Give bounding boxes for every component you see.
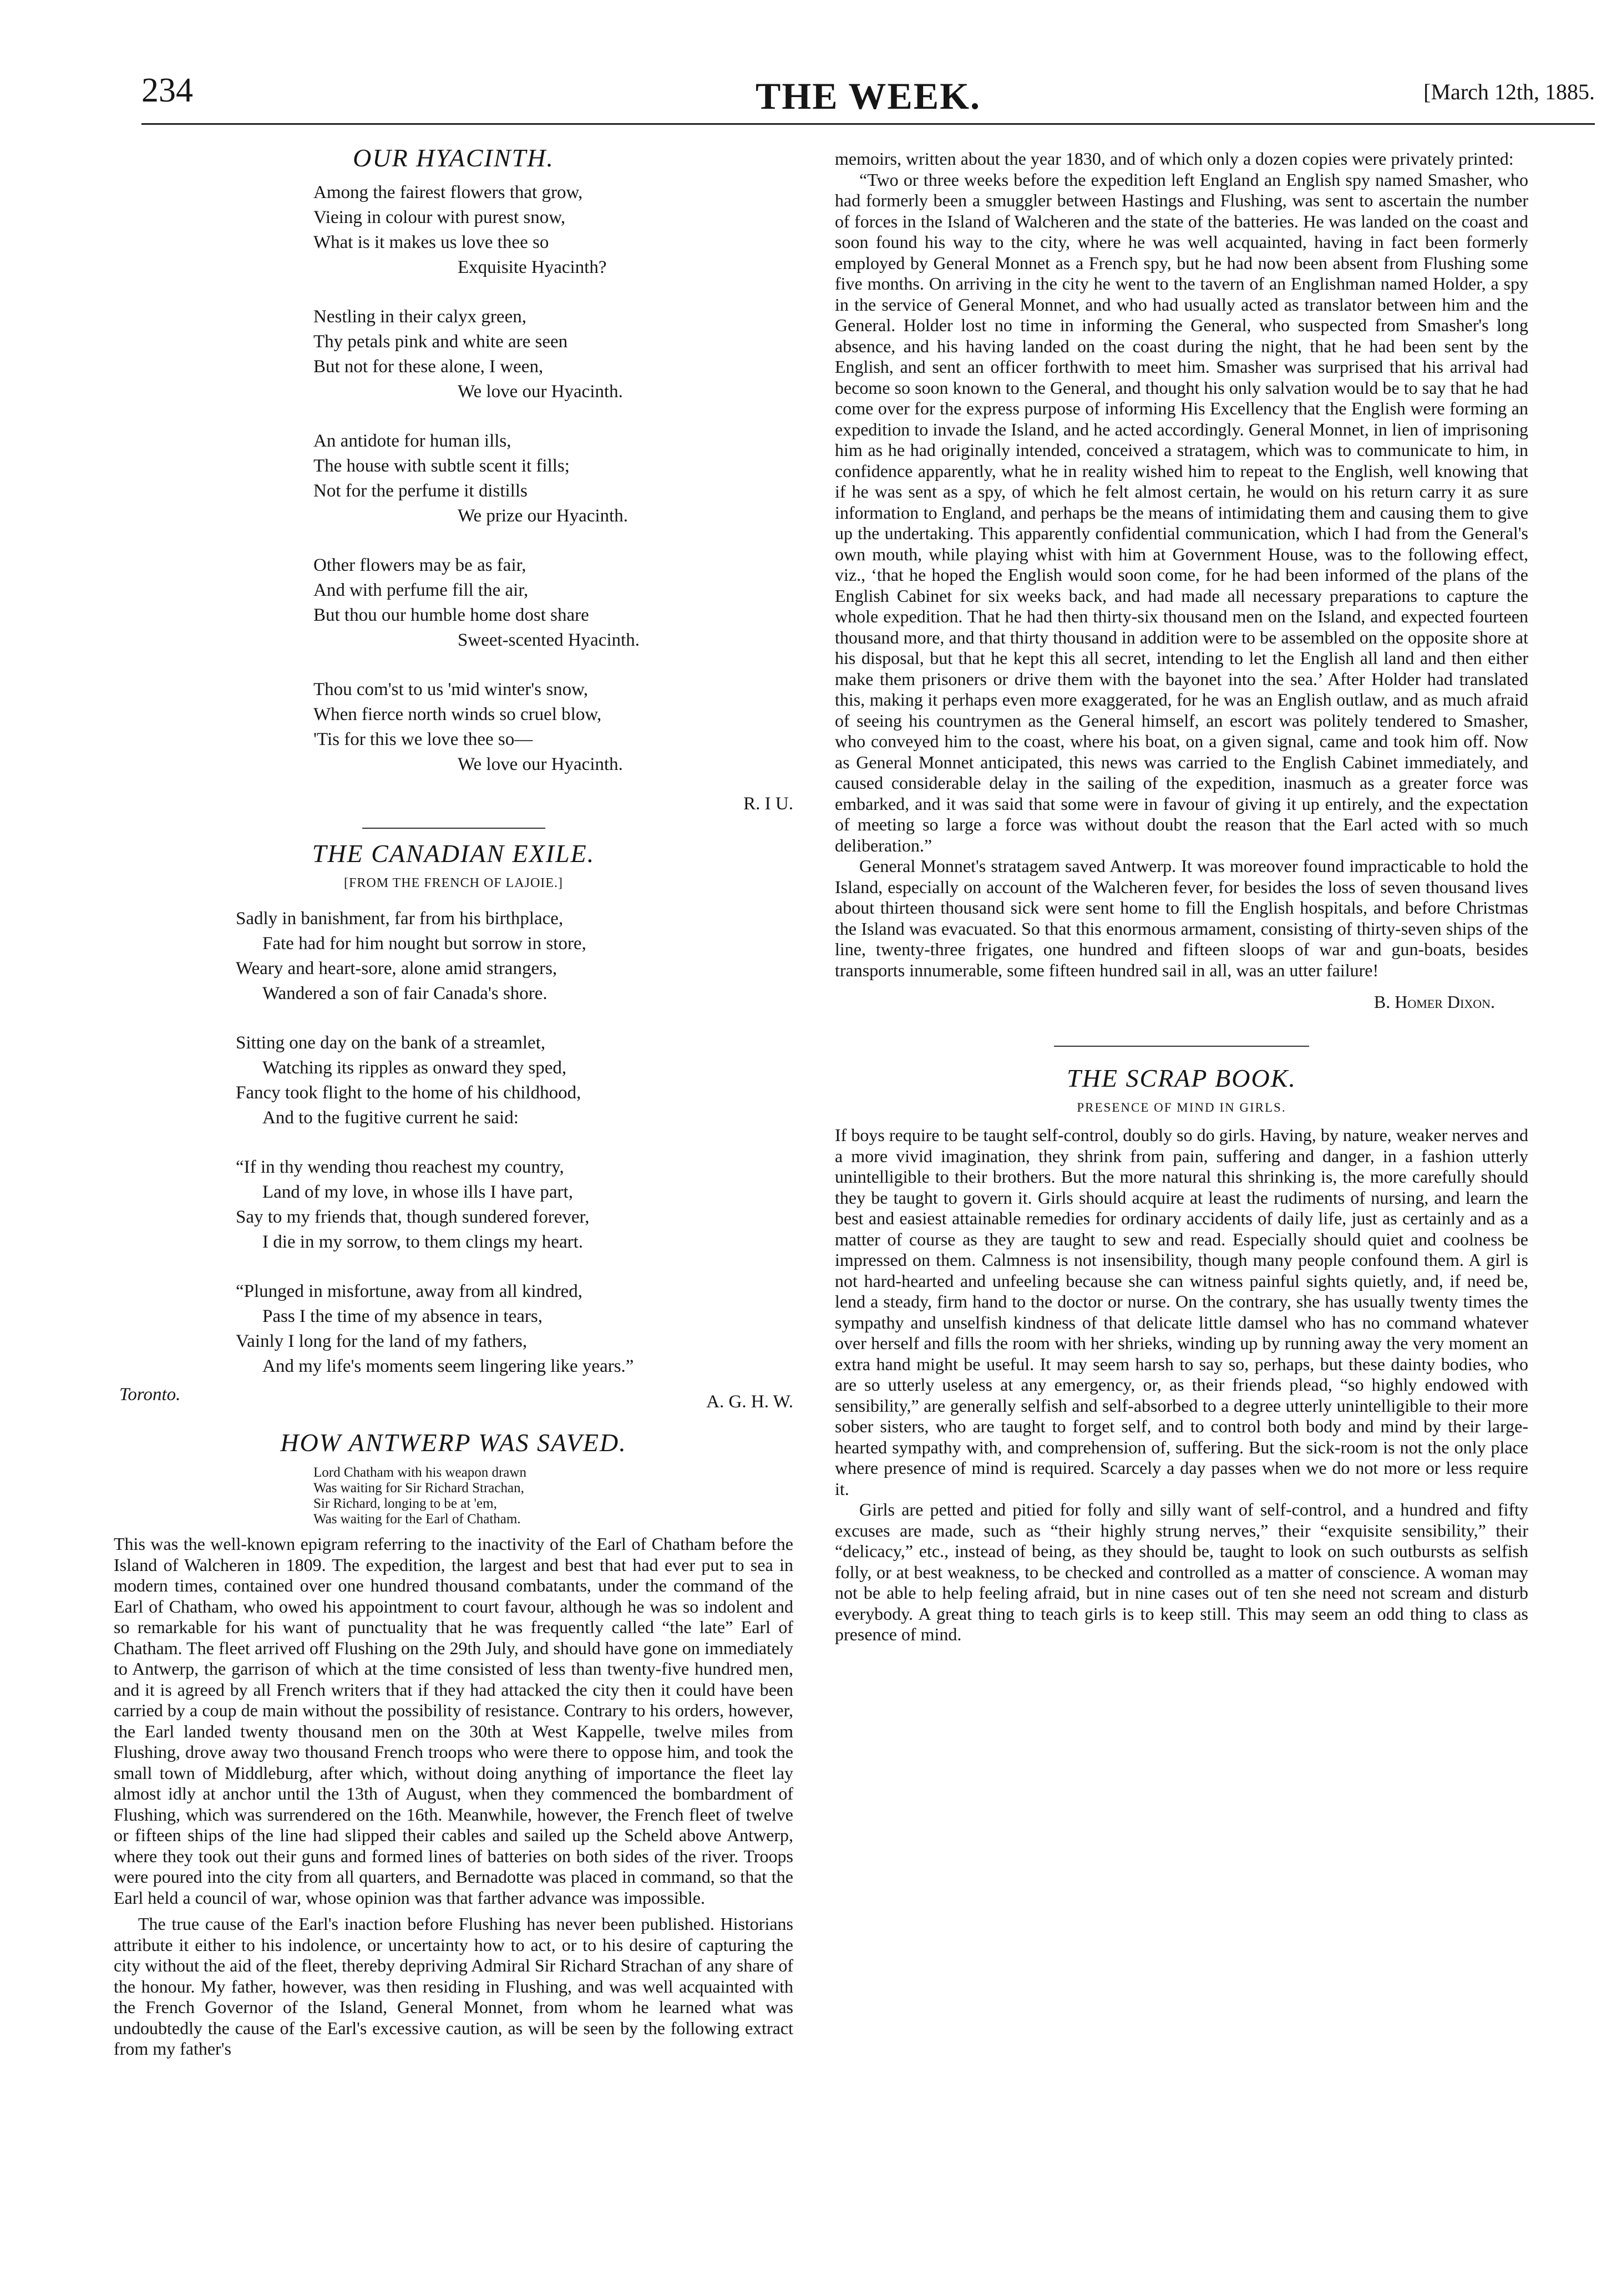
section-title-scrap-book: THE SCRAP BOOK. (1067, 1064, 1296, 1092)
poem-line: Say to my friends that, though sundered forever, (236, 1207, 590, 1227)
poem-line: Pass I the time of my absence in tears, (262, 1306, 543, 1326)
poem-line: Vainly I long for the land of my fathers, (236, 1331, 528, 1351)
left-column (114, 133, 793, 2060)
right-column (835, 149, 1528, 1645)
paper-name: THE WEEK. (756, 75, 981, 117)
poem-stanza (236, 1155, 793, 1255)
poem-line: Other flowers may be as fair, (313, 555, 526, 575)
epigram (313, 1465, 793, 1527)
poem-line: I die in my sorrow, to them clings my heart. (262, 1232, 583, 1252)
poem-line: The house with subtle scent it fills; (313, 456, 570, 476)
poem-line: And to the fugitive current he said: (262, 1108, 519, 1128)
poem-our-hyacinth (313, 180, 793, 777)
article-title-antwerp: HOW ANTWERP WAS SAVED. (280, 1428, 627, 1457)
masthead (141, 71, 1595, 121)
poem-line: 'Tis for this we love thee so— (313, 729, 533, 749)
section-divider (1054, 1046, 1309, 1047)
poem-stanza (236, 1031, 793, 1131)
epigram-line: Sir Richard, longing to be at 'em, (313, 1496, 497, 1511)
poem-stanza (236, 906, 793, 1006)
article-paragraph: This was the well-known epigram referring to the inactivity of the Earl of Chatham before the Island of Walcheren in 1809. The expedition, the largest and best that had ever put to sea in modern times, contained over one hundred thousand combatants, under the command of the Earl of Chatham, who owed his appointment to court favour, although he was so indolent and so remarkable for his want of punctuality that he was frequently called “the late” Earl of Chatham. The fleet arrived off Flushing on the 29th July, and should have gone on immediately to Antwerp, the garrison of which at the time consisted of less than twenty-five hundred men, and it is agreed by all French writers that if they had attacked the city then it could have been carried by a coup de main without the possibility of resistance. Contrary to his orders, however, the Earl landed twenty thousand men on the 30th at West Kappelle, twelve miles from Flushing, drove away two thousand French troops who were there to oppose him, and took the small town of Middleburg, after which, without doing anything of importance the fleet lay almost idly at anchor until the 13th of August, when they commenced the bombardment of Flushing, which was surrendered on the 16th. Meanwhile, however, the French fleet of twelve or fifteen ships of the line had slipped their cables and sailed up the Scheld above Antwerp, where they took out their guns and formed lines of batteries on both sides of the river. Troops were poured into the city from all quarters, and Bernadotte was placed in command, so that the Earl held a council of war, whose opinion was that farther advance was impossible. (114, 1534, 793, 1908)
poem-line: What is it makes us love thee so (313, 232, 549, 252)
section-divider (362, 828, 545, 829)
poem-line: Not for the perfume it distills (313, 481, 528, 501)
poem-title-canadian-exile: THE CANADIAN EXILE. (312, 839, 595, 868)
poem-line: Watching its ripples as onward they sped, (262, 1058, 567, 1078)
poem-stanza (313, 677, 793, 777)
poem-location: Toronto. (119, 1385, 181, 1405)
poem-signature: R. I U. (743, 794, 793, 814)
poem-line: But not for these alone, I ween, (313, 357, 544, 377)
poem-canadian-exile (236, 906, 793, 1379)
poem-line: Fancy took flight to the home of his childhood, (236, 1083, 581, 1103)
poem-line: Fate had for him nought but sorrow in store, (262, 934, 586, 954)
poem-line: Land of my love, in whose ills I have part, (262, 1182, 573, 1202)
header-rule (141, 123, 1595, 125)
poem-stanza (313, 429, 793, 529)
poem-line: And my life's moments seem lingering like years.” (262, 1356, 634, 1376)
article-quote: “Two or three weeks before the expedition left England an English spy named Smasher, who had formerly been a smuggler between Hastings and Flushing, was sent to ascertain the number of forces in the Island of Walcheren and the state of the batteries. He was landed on the coast and soon found his way to the city, where he was well acquainted, having in fact been formerly employed by General Monnet as a French spy, but he had now been absent from Flushing some five months. On arriving in the city he went to the tavern of an Englishman named Holder, a spy in the service of General Monnet, and who had usually acted as translator between him and the General. Holder lost no time in informing the General, who suspected from Smasher's long absence, and his having landed on the coast during the night, that he had been sent by the English, and sent an officer forthwith to meet him. Smasher was surprised that his arrival had become so soon known to the General, and thought his only salvation would be to say that he had come over for the express purpose of informing His Excellency that the English were forming an expedition to invade the Island, and he acted accordingly. General Monnet, in lien of imprisoning him as he had originally intended, conceived a stratagem, which was to communicate to him, in confidence apparently, what he in reality wished him to repeat to the English, well knowing that if he was sent as a spy, of which he felt almost certain, he would on his return carry it as sure information to England, and perhaps be the means of intimidating them and causing them to give up the undertaking. This apparently confidential communication, which I had from the General's own mouth, while playing whist with him at Government House, was to the following effect, viz., ‘that he hoped the English would soon come, for he had been informed of the plans of the English Cabinet for six weeks back, and had made all necessary preparations to capture the whole expedition. That he had then thirty-six thousand men on the Island, and expected fourteen thousand more, and that thirty thousand in addition were to be assembled on the opposite shore at his disposal, but that he kept this all secret, intending to let the English all land and then either make them prisoners or drive them with the bayonet into the sea.’ After Holder had translated this, making it perhaps even more exaggerated, for he was an English outlaw, and as much afraid of seeing his countrymen as the General himself, an escort was politely tendered to Smasher, who conveyed him to the coast, where his boat, on a given signal, came and took him off. Now as General Monnet anticipated, this news was carried to the English Cabinet immediately, and caused considerable delay in the sailing of the expedition, inasmuch as a greater force was embarked, and it was said that some were in favour of giving it up entirely, and the expectation of meeting so large a force was without doubt the reason that the Earl acted with so much deliberation.” (835, 169, 1528, 855)
poem-line: Thy petals pink and white are seen (313, 332, 568, 352)
poem-line: Thou com'st to us 'mid winter's snow, (313, 680, 589, 700)
poem-line: Weary and heart-sore, alone amid strangers, (236, 959, 557, 979)
poem-line: Sitting one day on the bank of a streamlet, (236, 1033, 546, 1053)
poem-line: Exquisite Hyacinth? (458, 257, 607, 277)
poem-line: Vieing in colour with purest snow, (313, 207, 566, 227)
page-number: 234 (141, 72, 193, 109)
issue-date: [March 12th, 1885. (1423, 79, 1595, 104)
poem-line: And with perfume fill the air, (313, 580, 529, 600)
poem-stanza (236, 1279, 793, 1379)
poem-line: Among the fairest flowers that grow, (313, 183, 583, 202)
poem-line: When fierce north winds so cruel blow, (313, 704, 602, 724)
poem-line: We love our Hyacinth. (458, 754, 623, 774)
poem-line: We prize our Hyacinth. (458, 506, 628, 526)
poem-line: “If in thy wending thou reachest my country, (236, 1157, 564, 1177)
poem-line: We love our Hyacinth. (458, 382, 623, 402)
poem-line: But thou our humble home dost share (313, 605, 589, 625)
epigram-line: Was waiting for the Earl of Chatham. (313, 1512, 521, 1527)
poem-line: “Plunged in misfortune, away from all kindred, (236, 1281, 583, 1301)
article-subhead: PRESENCE OF MIND IN GIRLS. (1077, 1101, 1286, 1114)
poem-stanza (313, 180, 793, 280)
poem-signature: A. G. H. W. (706, 1392, 793, 1412)
article-paragraph: General Monnet's stratagem saved Antwerp. It was moreover found impracticable to hold the Island, especially on account of the Walcheren fever, for besides the loss of seven thousand lives about thirteen thousand sick were sent home to fill the English hospitals, and before Christmas the Island was evacuated. So that this enormous armament, consisting of thirty-seven ships of the line, twenty-three frigates, one hundred and fifteen sloops of war and gun-boats, besides transports innumerable, some fifteen hundred sail in all, was an utter failure! (835, 856, 1528, 980)
epigram-line: Was waiting for Sir Richard Strachan, (313, 1481, 524, 1496)
poem-line: Sadly in banishment, far from his birthplace, (236, 909, 564, 929)
poem-line: Nestling in their calyx green, (313, 307, 526, 327)
epigram-line: Lord Chatham with his weapon drawn (313, 1465, 526, 1480)
poem-line: Sweet-scented Hyacinth. (458, 630, 640, 650)
article-paragraph: Girls are petted and pitied for folly and silly want of self-control, and a hundred and fifty excuses are made, such as “their highly strung nerves,” their “exquisite sensibility,” their “delicacy,” etc., instead of being, as they should be, taught to look on such outbursts as selfish folly, or at best weakness, to be checked and controlled as a matter of conscience. A woman may not be able to help feeling afraid, but in nine cases out of ten she need not scream and disturb everybody. A great thing to teach girls is to keep still. This may seem an odd thing to class as presence of mind. (835, 1499, 1528, 1644)
source-note: [FROM THE FRENCH OF LAJOIE.] (344, 876, 563, 890)
poem-line: An antidote for human ills, (313, 431, 511, 451)
article-byline: B. Homer Dixon. (1373, 992, 1495, 1012)
article-paragraph: memoirs, written about the year 1830, and of which only a dozen copies were privately printed: (835, 149, 1514, 169)
poem-stanza (313, 305, 793, 404)
poem-stanza (313, 553, 793, 653)
article-paragraph: The true cause of the Earl's inaction before Flushing has never been published. Historians attribute it either to his indolence, or uncertainty how to act, or to his desire of capturing the city without the aid of the fleet, thereby depriving Admiral Sir Richard Strachan of any share of the honour. My father, however, was then residing in Flushing, and was well acquainted with the French Governor of the Island, General Monnet, from whom he learned what was undoubtedly the cause of the Earl's excessive caution, as will be seen by the following extract from my father's (114, 1914, 793, 2059)
article-paragraph: If boys require to be taught self-control, doubly so do girls. Having, by nature, weaker nerves and a more vivid imagination, they shrink from pain, suffering and danger, in a fashion utterly unintelligible to their brothers. But the more natural this shrinking is, the more carefully should they be taught to govern it. Girls should acquire at least the rudiments of nursing, and learn the best and easiest attainable remedies for ordinary accidents of daily life, just as certainly and as a matter of course as they are taught to sew and read. Especially should quiet and coolness be impressed on them. Calmness is not insensibility, though many people confound them. A girl is not hard-hearted and unfeeling because she can witness painful sights quietly, and, if need be, lend a steady, firm hand to the doctor or nurse. On the contrary, she has usually twenty times the sympathy and unselfish kindness of that delicate little damsel who has no command whatever over herself and fills the room with her shrieks, winding up by running away the very moment an extra hand might be useful. It may seem harsh to say so, perhaps, but these dainty bodies, who are so utterly useless at any emergency, or, as their friends plead, “so highly endowed with sensibility,” are generally selfish and self-absorbed to a degree utterly unintelligible to their more sober sisters, who are taught to forget self, and to control both body and mind by their large-hearted sympathy with, and comprehension of, suffering. But the sick-room is not the only place where presence of mind is required. Scarcely a day passes when we do not more or less require it. (835, 1125, 1528, 1499)
poem-line: Wandered a son of fair Canada's shore. (262, 984, 548, 1003)
poem-title-our-hyacinth: OUR HYACINTH. (353, 144, 554, 172)
